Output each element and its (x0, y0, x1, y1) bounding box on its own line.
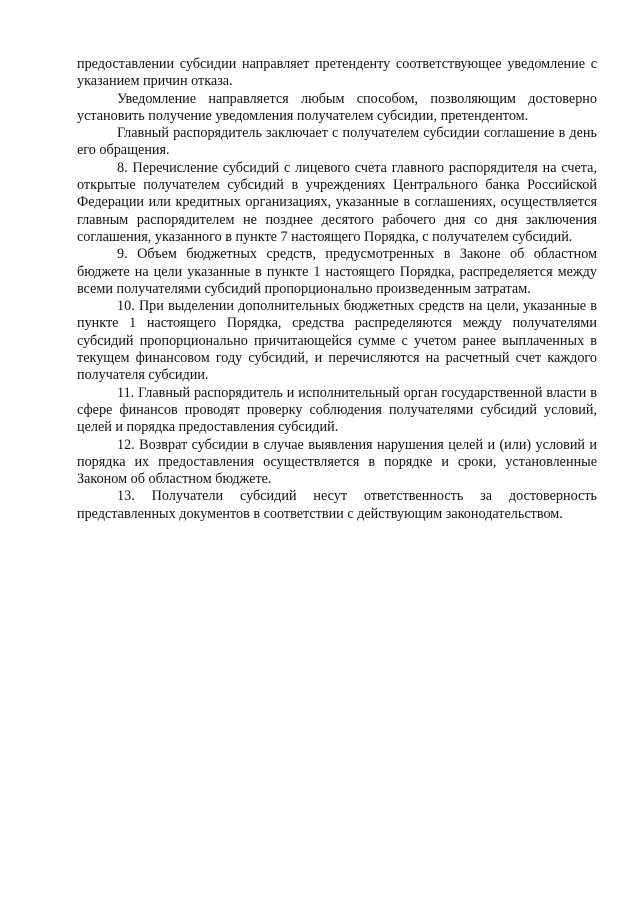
paragraph-agreement: Главный распорядитель заключает с получателем субсидии соглашение в день его обращения. (77, 125, 597, 159)
paragraph-refusal-notice: предоставлении субсидии направляет претенденту соответствующее уведомление с указанием причин отказа. (77, 56, 597, 90)
paragraph-item-13: 13. Получатели субсидий несут ответственность за достоверность представленных документов в соответствии с действующим законодательством. (77, 488, 597, 522)
paragraph-item-12: 12. Возврат субсидии в случае выявления нарушения целей и (или) условий и порядка их предоставления осуществляется в порядке и сроки, установленные Законом об областном бюджете. (77, 436, 597, 488)
paragraph-item-11: 11. Главный распорядитель и исполнительный орган государственной власти в сфере финансов проводят проверку соблюдения получателями субсидий условий, целей и порядка предоставления субсидий. (77, 384, 597, 436)
paragraph-item-10: 10. При выделении дополнительных бюджетных средств на цели, указанные в пункте 1 настоящего Порядка, средства распределяются между получателями субсидий пропорционально причитающейся сумме с учетом ранее выплаченных в текущем финансовом году субсидий, и перечисляются на расчетный счет каждого получателя субсидии. (77, 298, 597, 384)
document-page (77, 56, 597, 523)
paragraph-item-8: 8. Перечисление субсидий с лицевого счета главного распорядителя на счета, открытые получателем субсидий в учреждениях Центрального банка Российской Федерации или кредитных организациях, указанные в соглашениях, осуществляется главным распорядителем не позднее десятого рабочего дня со дня заключения соглашения, указанного в пункте 7 настоящего Порядка, с получателем субсидий. (77, 159, 597, 245)
paragraph-item-9: 9. Объем бюджетных средств, предусмотренных в Законе об областном бюджете на цели указанные в пункте 1 настоящего Порядка, распределяется между всеми получателями субсидий пропорционально произведенным затратам. (77, 246, 597, 297)
paragraph-notification-method: Уведомление направляется любым способом, позволяющим достоверно установить получение уведомления получателем субсидии, претендентом. (77, 90, 597, 124)
